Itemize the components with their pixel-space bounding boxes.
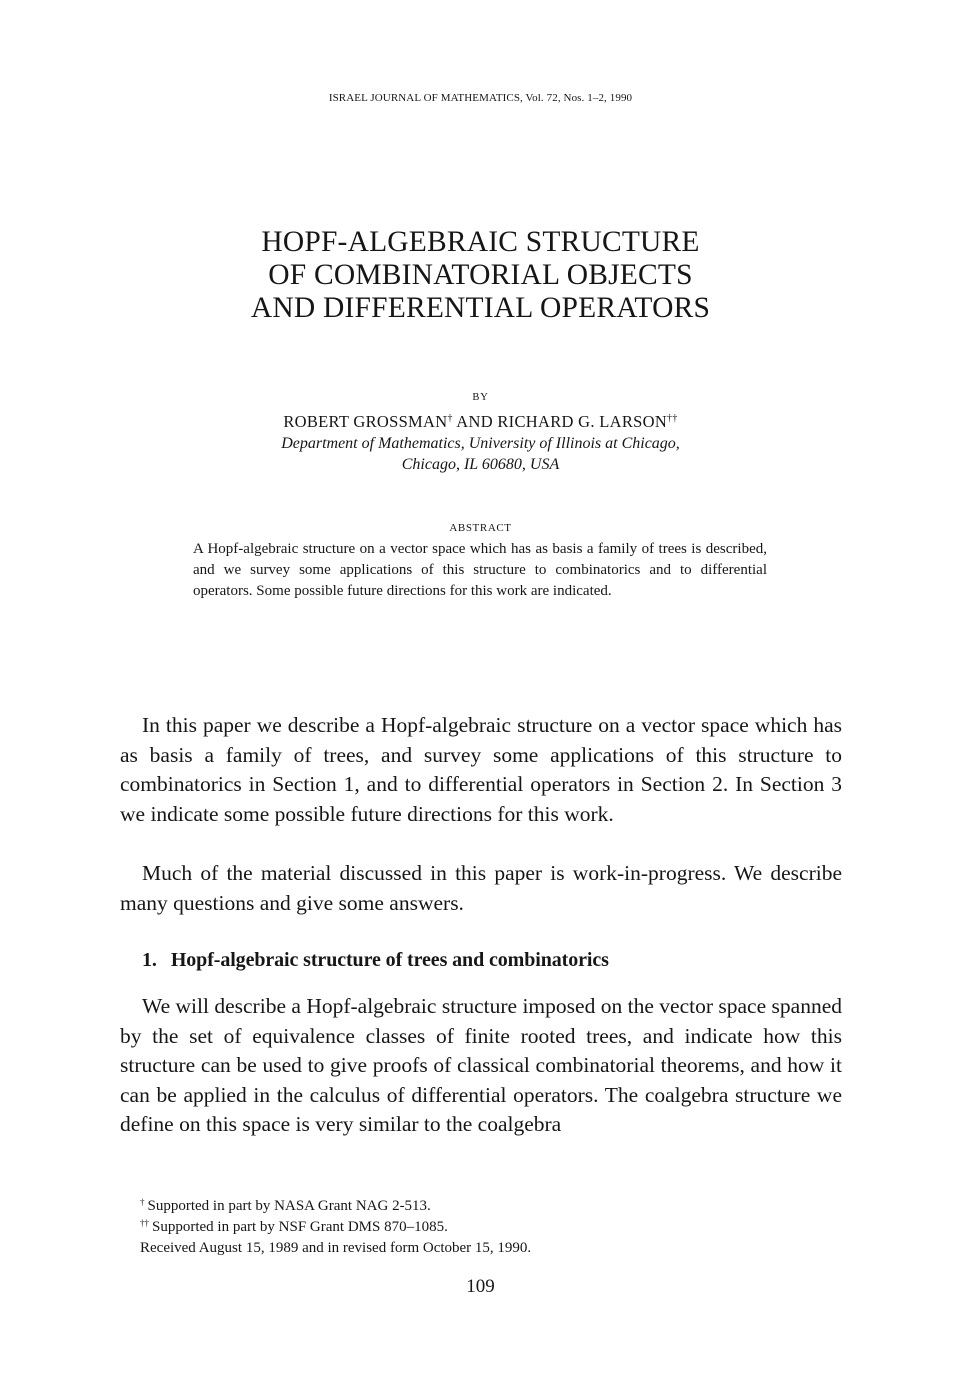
footnote-1 bbox=[140, 1196, 531, 1217]
footnotes bbox=[140, 1196, 531, 1259]
author1-footnote-mark: † bbox=[447, 413, 453, 424]
section-number: 1. bbox=[142, 949, 157, 971]
paragraph-1-text: In this paper we describe a Hopf-algebraic structure on a vector space which has as basis a family of trees, and survey some applications of this structure to combinatorics in Section 1, and to differential operators in Section 2. In Section 3 we indicate some possible future directions for this work. bbox=[120, 713, 842, 826]
footnote-2-mark: †† bbox=[140, 1218, 149, 1228]
footnote-2-text: Supported in part by NSF Grant DMS 870–1085. bbox=[152, 1219, 448, 1235]
title-line-2: OF COMBINATORIAL OBJECTS bbox=[268, 259, 693, 291]
body-paragraph-3 bbox=[120, 992, 842, 1140]
author-larson: RICHARD G. LARSON bbox=[497, 412, 668, 431]
section-1-heading bbox=[142, 949, 609, 972]
body-paragraph-1 bbox=[120, 711, 842, 829]
title-line-1: HOPF-ALGEBRAIC STRUCTURE bbox=[261, 226, 700, 258]
affiliation-line-2: Chicago, IL 60680, USA bbox=[401, 456, 560, 473]
author2-footnote-mark: †† bbox=[667, 413, 678, 424]
footnote-1-text: Supported in part by NASA Grant NAG 2-513. bbox=[147, 1198, 431, 1214]
author-grossman: ROBERT GROSSMAN bbox=[283, 412, 448, 431]
by-label: BY bbox=[472, 392, 489, 403]
paragraph-3-text: We will describe a Hopf-algebraic structure imposed on the vector space spanned by the set of equivalence classes of finite rooted trees, and indicate how this structure can be used to give proofs of classical combinatorial theorems, and how it can be applied in the calculus of differential operators. The coalgebra structure we define on this space is very similar to the coalgebra bbox=[120, 994, 842, 1136]
author-conjunction: AND bbox=[456, 412, 493, 431]
author-line bbox=[0, 412, 961, 432]
section-title: Hopf-algebraic structure of trees and combinatorics bbox=[170, 949, 609, 971]
body-paragraph-2 bbox=[120, 859, 842, 918]
abstract-heading: ABSTRACT bbox=[449, 522, 512, 534]
affiliation bbox=[0, 433, 961, 475]
footnote-1-mark: † bbox=[140, 1197, 145, 1207]
page-number: 109 bbox=[466, 1276, 495, 1297]
footnote-2 bbox=[140, 1217, 531, 1238]
paragraph-2-text: Much of the material discussed in this paper is work-in-progress. We describe many questions and give some answers. bbox=[120, 861, 842, 915]
title-line-3: AND DIFFERENTIAL OPERATORS bbox=[250, 292, 711, 324]
received-note: Received August 15, 1989 and in revised form October 15, 1990. bbox=[140, 1240, 532, 1256]
journal-header: ISRAEL JOURNAL OF MATHEMATICS, Vol. 72, Nos. 1–2, 1990 bbox=[328, 92, 633, 104]
abstract-text: A Hopf-algebraic structure on a vector space which has as basis a family of trees is described, and we survey some applications of this structure to combinatorics and to differential operators. Some possible future directions for this work are indicated. bbox=[193, 541, 767, 599]
affiliation-line-1: Department of Mathematics, University of Illinois at Chicago, bbox=[281, 435, 680, 452]
paper-title bbox=[0, 226, 961, 325]
